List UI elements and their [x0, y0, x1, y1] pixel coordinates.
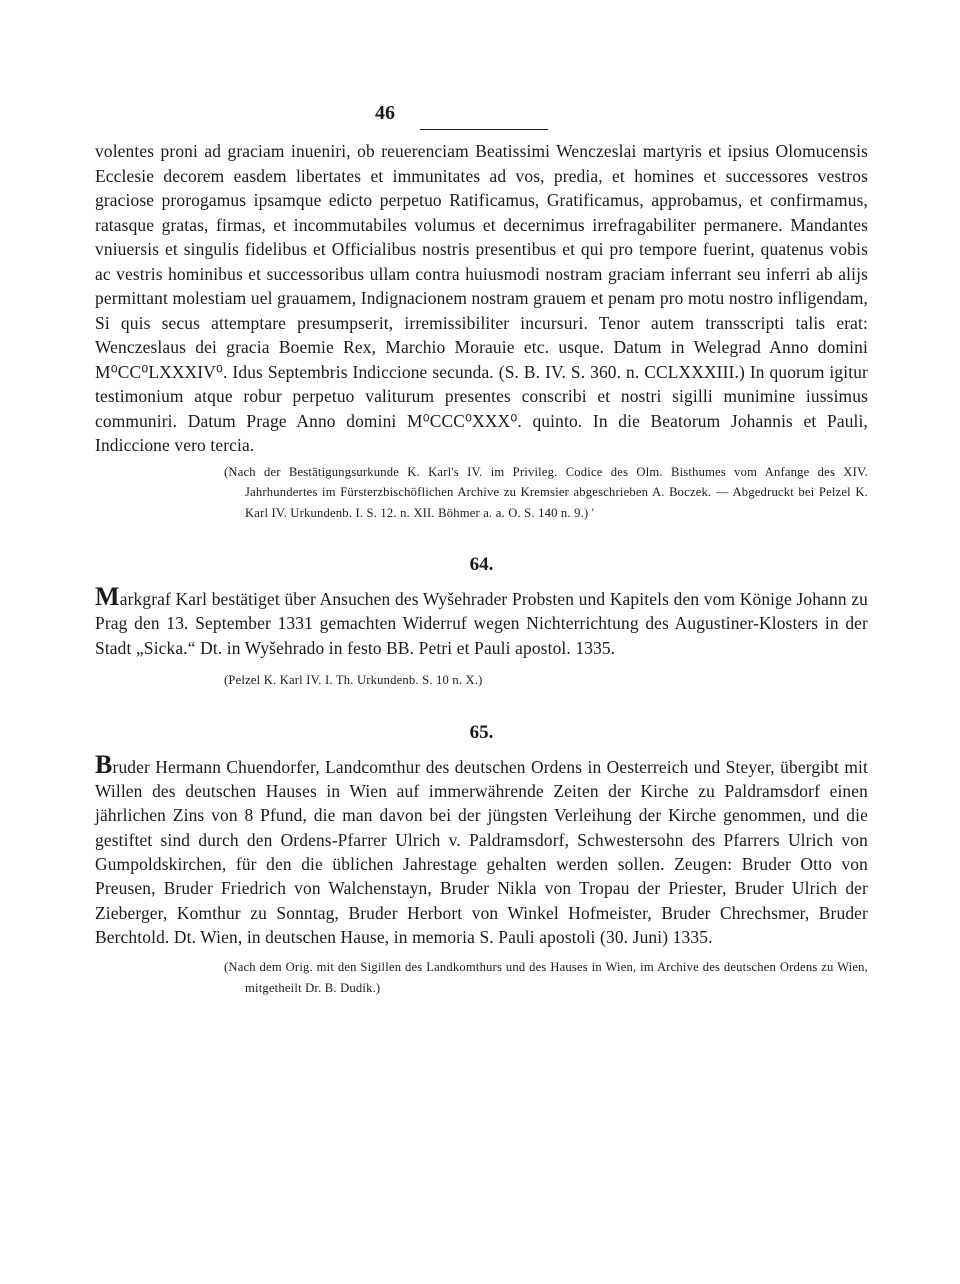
- drop-initial-64: M: [95, 582, 120, 611]
- document-64-source-note: (Pelzel K. Karl IV. I. Th. Urkundenb. S. 10 n. X.): [224, 672, 483, 687]
- document-page: [95, 100, 868, 999]
- document-number-65: 65.: [469, 721, 494, 743]
- document-number-64: 64.: [469, 554, 494, 575]
- document-65-text: [95, 749, 868, 949]
- document-65-body: ruder Hermann Chuendorfer, Landcomthur des deutschen Ordens in Oesterreich und Steyer, übergibt mit Willen des deutschen Hauses in Wien auf immerwährende Zeiten der Kirche zu Paldramsdorf einen jährlichen Zins von 8 Pfund, die man davon bei der jüngsten Verleihung der Kirche genommen, und die gestiftet sind durch den Ordens-Pfarrer Ulrich v. Paldramsdorf, Schwestersohn des Pfarrers Ulrich von Gumpoldskirchen, für den die üblichen Jahrestage gehalten werden sollen. Zeugen: Bruder Otto von Preusen, Bruder Friedrich von Walchenstayn, Bruder Nikla von Tropau der Priester, Bruder Ulrich der Zieberger, Komthur zu Sonntag, Bruder Herbort von Winkel Hofmeister, Bruder Chrechsmer, Bruder Berchtold. Dt. Wien, in deutschen Hause, in memoria S. Pauli apostoli (30. Juni) 1335.: [95, 756, 868, 947]
- document-65-source-note: (Nach dem Orig. mit den Sigillen des Landkomthurs und des Hauses in Wien, im Archive des deutschen Ordens zu Wien, mitgetheilt Dr. B. Dudík.): [224, 960, 868, 996]
- drop-initial-65: B: [95, 749, 113, 779]
- intro-paragraph: volentes proni ad graciam inueniri, ob reuerenciam Beatissimi Wenczeslai martyris et ipsius Olomucensis Ecclesie decorem easdem libertates et immunitates ad vos, predia, et homines et successores vestros graciose prorogamus ipsamque edicto perpetuo Ratificamus, Gratificamus, approbamus, et confirmamus, ratasque gratas, firmas, et incommutabiles volumus et decernimus irrefragabiliter permanere. Mandantes vniuersis et singulis fidelibus et Officialibus nostris presentibus et qui pro tempore fuerint, quatenus vobis ac vestris hominibus et successoribus ullam contra huiusmodi nostram graciam inferrant seu inferri ab alijs permittant molestiam uel grauamem, Indignacionem nostram grauem et penam pro motu nostro infligendam, Si quis secus attemptare presumpserit, irremissibiliter incursuri. Tenor autem transscripti talis erat: Wenczeslaus dei gracia Boemie Rex, Marchio Morauie etc. usque. Datum in Welegrad Anno domini M⁰CC⁰LXXXIV⁰. Idus Septembris Indiccione secunda. (S. B. IV. S. 360. n. CCLXXXIII.) In quorum igitur testimonium atque robur perpetuo valiturum presentes conscribi et nostri sigilli munimine iussimus communiri. Datum Prage Anno domini M⁰CCC⁰XXX⁰. quinto. In die Beatorum Johannis et Pauli, Indiccione vero tercia.: [95, 141, 868, 455]
- header-rule: [420, 129, 548, 130]
- intro-source-note: (Nach der Bestätigungsurkunde K. Karl's IV. im Privileg. Codice des Olm. Bisthumes vom Anfange des XIV. Jahrhundertes im Fürsterzbischöflichen Archive zu Kremsier abgeschrieben A. Boczek. — Abgedruckt bei Pelzel K. Karl IV. Urkundenb. I. S. 12. n. XII. Böhmer a. a. O. S. 140 n. 9.) ': [224, 464, 868, 520]
- document-64-text: [95, 582, 868, 660]
- page-number: 46: [375, 102, 395, 124]
- document-64-body: arkgraf Karl bestätiget über Ansuchen des Wyšehrader Probsten und Kapitels den vom Könige Johann zu Prag den 13. September 1331 gemachten Widerruf wegen Nichterrichtung des Augustiner-Klosters in der Stadt „Sicka.“ Dt. in Wyšehrado in festo BB. Petri et Pauli apostol. 1335.: [95, 589, 868, 658]
